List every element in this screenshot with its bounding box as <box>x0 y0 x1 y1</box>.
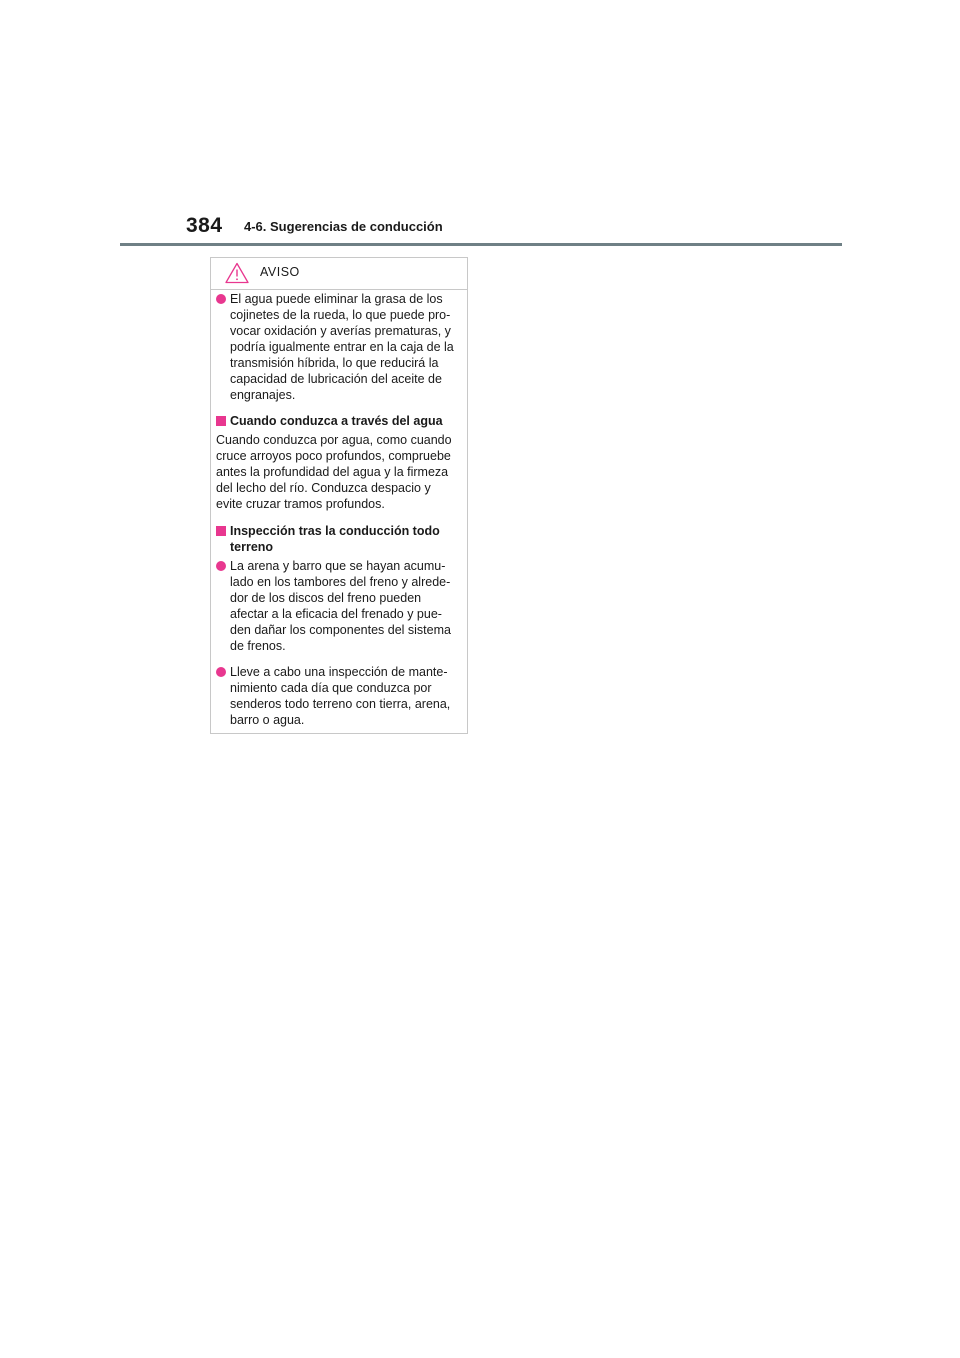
text-line: afectar a la eficacia del frenado y pue- <box>230 607 442 621</box>
text-line: La arena y barro que se hayan acumu- <box>230 559 446 573</box>
list-item-maintenance <box>216 664 464 728</box>
text-line: El agua puede eliminar la grasa de los <box>230 292 443 306</box>
heading-text: Cuando conduzca a través del agua <box>230 414 443 428</box>
bullet-text <box>230 291 464 403</box>
section-title: 4-6. Sugerencias de conducción <box>244 219 443 234</box>
warning-header <box>211 258 467 290</box>
heading-text <box>230 523 464 555</box>
subheading-inspection <box>216 523 464 555</box>
heading-square <box>216 526 226 536</box>
list-item-sand-mud <box>216 558 464 654</box>
text-line: Inspección tras la conducción todo <box>230 524 440 538</box>
bullet-text <box>230 558 464 654</box>
bullet-dot <box>216 294 226 304</box>
header-rule <box>120 243 842 246</box>
text-line: de frenos. <box>230 639 286 653</box>
text-line: podría igualmente entrar en la caja de la <box>230 340 454 354</box>
text-line: del lecho del río. Conduzca despacio y <box>216 481 431 495</box>
text-line: antes la profundidad del agua y la firmeza <box>216 465 449 479</box>
text-line: terreno <box>230 540 274 554</box>
text-line: nimiento cada día que conduzca por <box>230 681 432 695</box>
text-line: den dañar los componentes del sistema <box>230 623 451 637</box>
text-line: dor de los discos del freno pueden <box>230 591 422 605</box>
bullet-text <box>230 664 464 728</box>
text-line: Lleve a cabo una inspección de mante- <box>230 665 448 679</box>
warning-box <box>210 257 468 734</box>
bullet-dot <box>216 561 226 571</box>
warning-triangle-icon <box>225 262 249 284</box>
list-item-grease <box>216 291 464 403</box>
text-line: Cuando conduzca por agua, como cuando <box>216 433 452 447</box>
text-line: engranajes. <box>230 388 296 402</box>
text-line: cruce arroyos poco profundos, compruebe <box>216 449 451 463</box>
page-number: 384 <box>186 214 223 237</box>
warning-label: AVISO <box>260 265 300 279</box>
subheading-water <box>216 413 464 429</box>
text-line: barro o agua. <box>230 713 305 727</box>
bullet-dot <box>216 667 226 677</box>
text-line: senderos todo terreno con tierra, arena, <box>230 697 451 711</box>
text-line: evite cruzar tramos profundos. <box>216 497 385 511</box>
text-line: capacidad de lubricación del aceite de <box>230 372 442 386</box>
text-line: vocar oxidación y averías prematuras, y <box>230 324 451 338</box>
text-line: lado en los tambores del freno y alrede- <box>230 575 451 589</box>
text-line: cojinetes de la rueda, lo que puede pro- <box>230 308 451 322</box>
paragraph-water <box>216 432 464 512</box>
text-line: transmisión híbrida, lo que reducirá la <box>230 356 439 370</box>
heading-square <box>216 416 226 426</box>
